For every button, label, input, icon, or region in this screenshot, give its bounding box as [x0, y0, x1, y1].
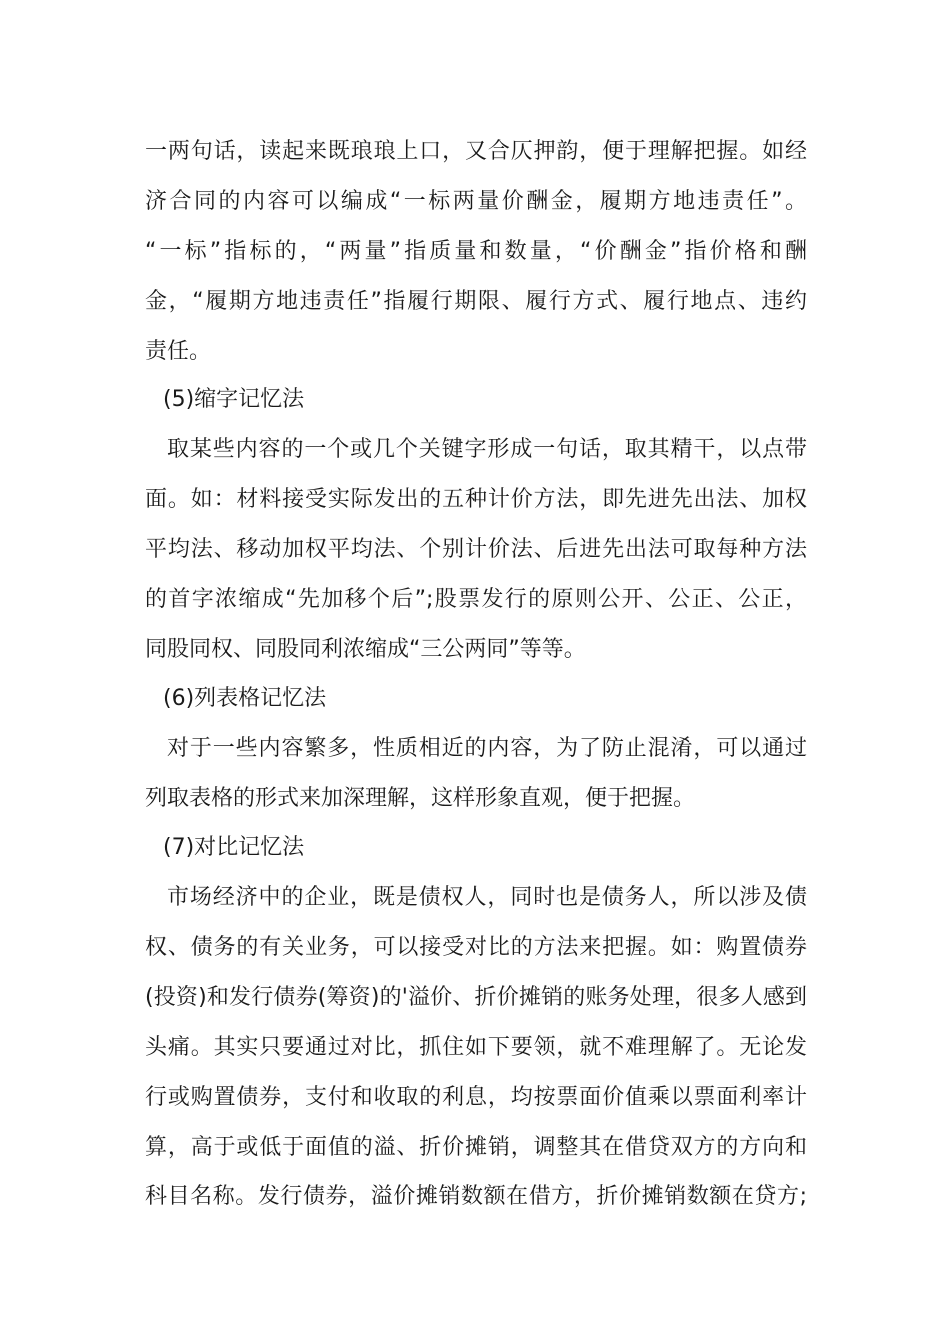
body-text-line: 取某些内容的一个或几个关键字形成一句话，取其精干，以点带 [167, 437, 807, 462]
body-text-line: 的首字浓缩成“先加移个后”;股票发行的原则公开、公正、公正， [145, 587, 807, 612]
body-text-line: 对于一些内容繁多，性质相近的内容，为了防止混淆，可以通过 [167, 736, 807, 761]
body-text-line: 头痛。其实只要通过对比，抓住如下要领，就不难理解了。无论发 [145, 1035, 807, 1060]
body-text-line: 算，高于或低于面值的溢、折价摊销，调整其在借贷双方的方向和 [145, 1135, 807, 1160]
body-text-line: 平均法、移动加权平均法、个别计价法、后进先出法可取每种方法 [145, 537, 807, 562]
body-text-line: (投资)和发行债券(筹资)的'溢价、折价摊销的账务处理，很多人感到 [145, 985, 807, 1010]
body-text-line: 面。如：材料接受实际发出的五种计价方法，即先进先出法、加权 [145, 487, 807, 512]
body-text-line: 济合同的内容可以编成“一标两量价酬金，履期方地违责任”。 [145, 189, 807, 214]
body-text-line: 金，“履期方地违责任”指履行期限、履行方式、履行地点、违约 [145, 289, 807, 314]
body-text-line: “一标”指标的，“两量”指质量和数量，“价酬金”指价格和酬 [145, 239, 807, 264]
body-text-line: 责任。 [145, 339, 212, 364]
section-heading: (6)列表格记忆法 [163, 686, 327, 711]
section-heading: (5)缩字记忆法 [163, 387, 305, 412]
section-heading: (7)对比记忆法 [163, 835, 305, 860]
body-text-line: 行或购置债券，支付和收取的利息，均按票面价值乘以票面利率计 [145, 1085, 807, 1110]
body-text-line: 列取表格的形式来加深理解，这样形象直观，便于把握。 [145, 786, 696, 811]
body-text-line: 科目名称。发行债券，溢价摊销数额在借方，折价摊销数额在贷方; [145, 1184, 807, 1209]
body-text-line: 一两句话，读起来既琅琅上口，又合仄押韵，便于理解把握。如经 [145, 139, 807, 164]
body-text-line: 权、债务的有关业务，可以接受对比的方法来把握。如：购置债券 [145, 935, 807, 960]
body-text-line: 同股同权、同股同利浓缩成“三公两同”等等。 [145, 637, 586, 662]
body-text-line: 市场经济中的企业，既是债权人，同时也是债务人，所以涉及债 [167, 885, 807, 910]
